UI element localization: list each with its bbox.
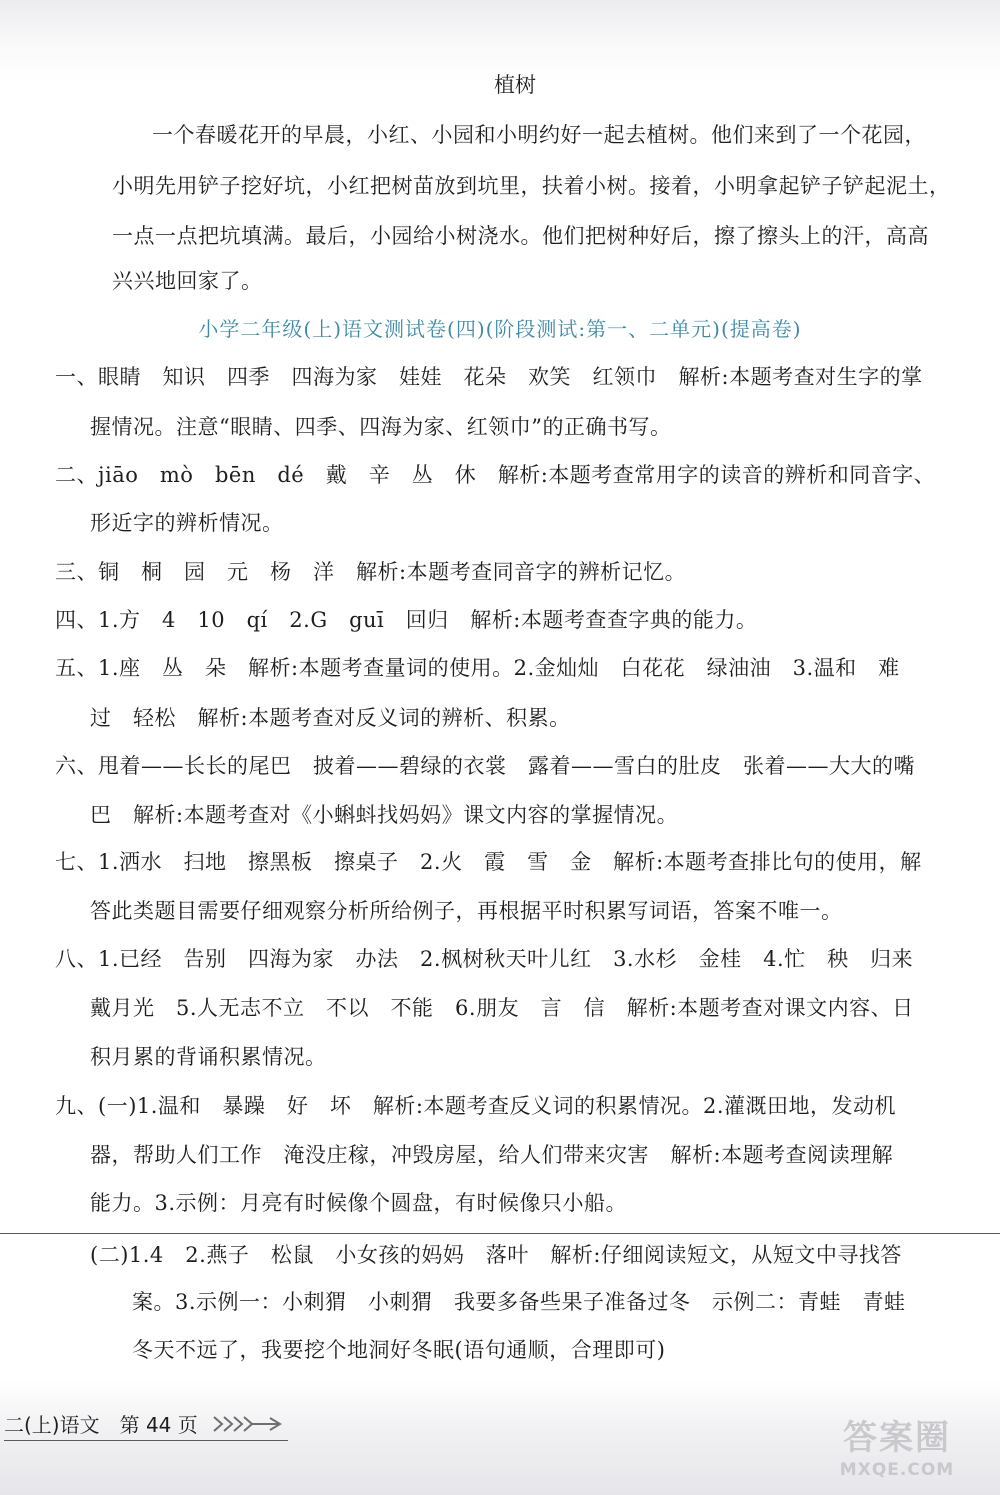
watermark-logo-text: 答案圈 [843,1418,951,1458]
answer-line: 冬天不远了，我要挖个地洞好冬眠(语句通顺，合理即可) [132,1338,666,1362]
story-line: 兴兴地回家了。 [112,269,263,293]
answer-line: 二、jiāo mò bēn dé 戴 辛 丛 休 解析:本题考查常用字的读音的辨析和同音字、 [55,463,936,487]
section-divider [0,1233,1000,1234]
story-line: 一个春暖花开的早晨，小红、小园和小明约好一起去植树。他们来到了一个花园， [152,123,926,147]
answer-line: 八、1.已经 告别 四海为家 办法 2.枫树秋天叶儿红 3.水杉 金桂 4.忙 秧 归来 [55,947,914,971]
answer-line: 五、1.座 丛 朵 解析:本题考查量词的使用。2.金灿灿 白花花 绿油油 3.温和 难 [55,656,900,680]
answer-line: (二)1.4 2.燕子 松鼠 小女孩的妈妈 落叶 解析:仔细阅读短文，从短文中寻找答 [90,1243,902,1267]
answer-line: 四、1.方 4 10 qí 2.G guī 回归 解析:本题考查查字典的能力。 [55,608,758,632]
answer-line: 案。3.示例一：小刺猬 小刺猬 我要多备些果子准备过冬 示例二：青蛙 青蛙 [132,1290,906,1314]
answer-line: 巴 解析:本题考查对《小蝌蚪找妈妈》课文内容的掌握情况。 [90,803,679,827]
story-title: 植树 [494,73,536,97]
page-number-label: 二(上)语文 第 44 页 [4,1413,198,1437]
answer-line: 七、1.洒水 扫地 擦黑板 擦桌子 2.火 霞 雪 金 解析:本题考查排比句的使用，解 [55,850,922,874]
answer-line: 握情况。注意“眼睛、四季、四海为家、红领巾”的正确书写。 [90,415,672,439]
answer-line: 九、(一)1.温和 暴躁 好 坏 解析:本题考查反义词的积累情况。2.灌溉田地，发动机 [55,1094,897,1118]
watermark-url: MXQE.COM [839,1460,955,1480]
answer-line: 过 轻松 解析:本题考查对反义词的辨析、积累。 [90,706,571,730]
answer-line: 三、铜 桐 园 元 杨 洋 解析:本题考查同音字的辨析记忆。 [55,560,687,584]
answer-line: 六、甩着——长长的尾巴 披着——碧绿的衣裳 露着——雪白的肚皮 张着——大大的嘴 [55,754,915,778]
answer-line: 一、眼睛 知识 四季 四海为家 娃娃 花朵 欢笑 红领巾 解析:本题考查对生字的掌 [55,365,923,389]
story-line: 小明先用铲子挖好坑，小红把树苗放到坑里，扶着小树。接着，小明拿起铲子铲起泥土， [112,174,951,198]
watermark-logo [802,1418,992,1490]
arrows-icon [212,1414,284,1440]
answer-line: 答此类题目需要仔细观察分析所给例子，再根据平时积累写词语，答案不唯一。 [90,899,843,923]
exam-title: 小学二年级(上)语文测试卷(四)(阶段测试:第一、二单元)(提高卷) [198,317,802,341]
answer-line: 积月累的背诵积累情况。 [90,1045,327,1069]
answer-line: 器，帮助人们工作 淹没庄稼，冲毁房屋，给人们带来灾害 解析:本题考查阅读理解 [90,1143,894,1167]
answer-line: 形近字的辨析情况。 [90,511,284,535]
story-line: 一点一点把坑填满。最后，小园给小树浇水。他们把树种好后，擦了擦头上的汗，高高 [112,224,929,248]
page-footer [4,1412,288,1441]
answer-line: 能力。3.示例：月亮有时候像个圆盘，有时候像只小船。 [90,1191,628,1215]
answer-line: 戴月光 5.人无志不立 不以 不能 6.朋友 言 信 解析:本题考查对课文内容、日 [90,996,914,1020]
